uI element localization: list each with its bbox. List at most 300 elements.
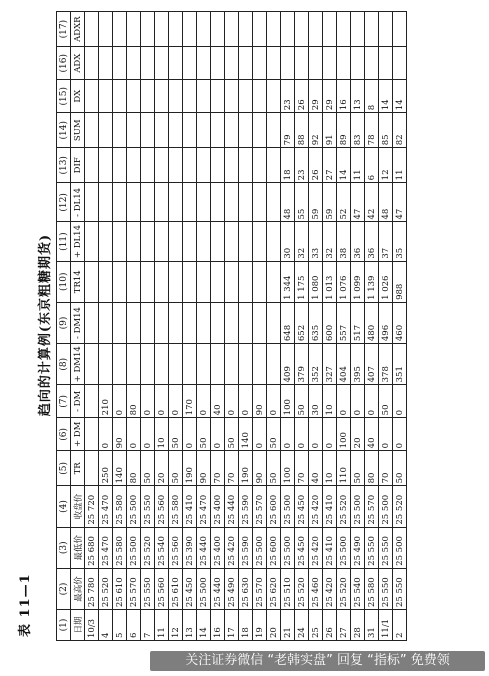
column-number: (17) <box>57 12 71 47</box>
table-cell: 10/3 <box>85 610 99 641</box>
table-cell: 1 080 <box>309 261 323 302</box>
table-cell: 10 <box>323 385 337 418</box>
table-cell: 26 <box>309 148 323 183</box>
table-row <box>141 12 155 641</box>
table-cell <box>169 222 183 261</box>
table-cell <box>295 12 309 47</box>
table-cell: 0 <box>99 418 113 451</box>
column-header: 收盘价 <box>71 486 85 527</box>
table-cell <box>113 222 127 261</box>
table-cell <box>141 47 155 80</box>
table-cell <box>85 47 99 80</box>
column-number: (2) <box>57 568 71 609</box>
column-number: (6) <box>57 418 71 451</box>
table-cell: 55 <box>295 183 309 222</box>
table-cell <box>253 222 267 261</box>
table-cell: 0 <box>309 418 323 451</box>
table-row <box>99 12 113 641</box>
table-cell: 30 <box>309 385 323 418</box>
table-cell <box>85 183 99 222</box>
table-cell: 50 <box>393 451 407 486</box>
table-cell <box>267 47 281 80</box>
table-cell: 25 520 <box>99 568 113 609</box>
table-cell <box>155 80 169 113</box>
table-cell: 988 <box>393 261 407 302</box>
table-cell <box>141 344 155 385</box>
table-cell <box>169 344 183 385</box>
table-cell <box>99 148 113 183</box>
table-cell <box>127 261 141 302</box>
table-cell <box>183 302 197 343</box>
table-cell <box>337 12 351 47</box>
table-cell <box>183 113 197 148</box>
table-row <box>351 12 365 641</box>
table-cell: 35 <box>393 222 407 261</box>
table-cell: 190 <box>183 451 197 486</box>
table-cell <box>169 12 183 47</box>
table-cell: 79 <box>281 113 295 148</box>
table-cell: 25 540 <box>155 527 169 568</box>
table-row <box>225 12 239 641</box>
table-cell: 11 <box>393 148 407 183</box>
table-cell: 0 <box>379 418 393 451</box>
table-cell <box>211 261 225 302</box>
table-cell: 24 <box>295 610 309 641</box>
table-cell <box>239 148 253 183</box>
table-cell <box>267 222 281 261</box>
table-cell: 25 520 <box>295 568 309 609</box>
table-cell: 40 <box>365 418 379 451</box>
column-number-row <box>57 12 71 641</box>
table-cell <box>239 47 253 80</box>
table-row <box>113 12 127 641</box>
table-cell: 210 <box>99 385 113 418</box>
column-number: (11) <box>57 222 71 261</box>
table-cell: 89 <box>337 113 351 148</box>
table-cell: 600 <box>323 302 337 343</box>
table-cell: 91 <box>323 113 337 148</box>
table-cell: 36 <box>365 222 379 261</box>
table-row <box>323 12 337 641</box>
table-caption: 表 11—1 <box>18 573 33 637</box>
table-cell <box>197 344 211 385</box>
table-cell: 50 <box>351 451 365 486</box>
table-cell <box>183 148 197 183</box>
table-row <box>85 12 99 641</box>
table-cell <box>253 47 267 80</box>
table-cell: 25 470 <box>99 527 113 568</box>
table-cell: 19 <box>253 610 267 641</box>
table-cell: 25 500 <box>351 486 365 527</box>
table-cell <box>169 47 183 80</box>
column-number: (9) <box>57 302 71 343</box>
table-cell: 557 <box>337 302 351 343</box>
table-cell: 0 <box>337 385 351 418</box>
table-cell: 50 <box>197 418 211 451</box>
table-cell <box>309 47 323 80</box>
table-cell: 50 <box>267 418 281 451</box>
table-cell <box>155 222 169 261</box>
table-cell: 25 410 <box>323 486 337 527</box>
table-cell <box>155 344 169 385</box>
table-cell: 18 <box>239 610 253 641</box>
column-header: DIF <box>71 148 85 183</box>
table-title: 趋向的计算例(东京粗糖期货) <box>38 233 53 417</box>
table-cell: 20 <box>267 610 281 641</box>
table-cell: 12 <box>379 148 393 183</box>
table-cell: 25 580 <box>169 486 183 527</box>
table-cell: 25 520 <box>141 527 155 568</box>
table-cell <box>183 12 197 47</box>
table-row <box>127 12 141 641</box>
table-cell: 0 <box>211 418 225 451</box>
table-cell <box>225 344 239 385</box>
table-cell <box>211 47 225 80</box>
table-cell <box>169 183 183 222</box>
table-cell <box>365 12 379 47</box>
table-cell <box>197 183 211 222</box>
table-cell <box>85 113 99 148</box>
table-cell: 31 <box>365 610 379 641</box>
table-cell: 378 <box>379 344 393 385</box>
table-cell: 80 <box>365 451 379 486</box>
column-number: (1) <box>57 610 71 641</box>
table-cell: 395 <box>351 344 365 385</box>
table-row <box>267 12 281 641</box>
table-cell: 25 <box>309 610 323 641</box>
column-header: - DM14 <box>71 302 85 343</box>
table-cell: 16 <box>211 610 225 641</box>
table-cell <box>99 12 113 47</box>
table-cell: 25 620 <box>267 568 281 609</box>
table-cell <box>211 344 225 385</box>
table-cell: 25 500 <box>197 568 211 609</box>
table-cell: 13 <box>183 610 197 641</box>
table-cell <box>225 12 239 47</box>
column-number: (7) <box>57 385 71 418</box>
table-cell <box>197 148 211 183</box>
table-cell: 140 <box>113 451 127 486</box>
table-cell: 40 <box>211 385 225 418</box>
table-cell: 50 <box>141 451 155 486</box>
table-cell <box>169 302 183 343</box>
table-row <box>309 12 323 641</box>
table-cell <box>239 183 253 222</box>
table-cell: 20 <box>155 451 169 486</box>
table-cell: 33 <box>309 222 323 261</box>
table-cell: 6 <box>127 610 141 641</box>
table-cell <box>183 183 197 222</box>
table-cell: 25 520 <box>393 486 407 527</box>
table-cell <box>267 80 281 113</box>
table-cell: 25 580 <box>113 527 127 568</box>
table-cell <box>99 344 113 385</box>
table-cell: 18 <box>281 148 295 183</box>
table-cell: 25 450 <box>295 527 309 568</box>
table-cell: 26 <box>323 610 337 641</box>
table-cell: 11 <box>351 148 365 183</box>
table-cell <box>253 183 267 222</box>
table-cell <box>379 12 393 47</box>
table-cell: 48 <box>379 183 393 222</box>
table-cell: 25 420 <box>323 568 337 609</box>
watermark-banner: 关注证券微信 “老韩实盘” 回复 “指标” 免费领 <box>150 651 485 671</box>
table-cell: 25 440 <box>211 568 225 609</box>
table-cell <box>169 261 183 302</box>
table-cell: 25 550 <box>379 568 393 609</box>
column-header: - DM <box>71 385 85 418</box>
table-cell <box>239 302 253 343</box>
table-cell: 25 500 <box>379 486 393 527</box>
table-cell: 36 <box>351 222 365 261</box>
table-cell: 25 550 <box>379 527 393 568</box>
table-cell <box>211 183 225 222</box>
table-cell <box>281 47 295 80</box>
table-cell: 25 410 <box>183 486 197 527</box>
table-cell <box>197 80 211 113</box>
table-cell <box>211 222 225 261</box>
table-cell <box>197 222 211 261</box>
table-cell <box>253 80 267 113</box>
table-cell: 10 <box>155 418 169 451</box>
table-row <box>197 12 211 641</box>
table-cell: 12 <box>169 610 183 641</box>
table-cell: 379 <box>295 344 309 385</box>
table-cell <box>337 47 351 80</box>
table-cell: 32 <box>323 222 337 261</box>
table-cell: 496 <box>379 302 393 343</box>
table-cell: 404 <box>337 344 351 385</box>
table-cell <box>141 222 155 261</box>
table-cell: 90 <box>253 385 267 418</box>
table-cell <box>169 80 183 113</box>
table-cell: 25 450 <box>183 568 197 609</box>
table-cell: 48 <box>281 183 295 222</box>
table-cell <box>113 12 127 47</box>
table-cell: 25 550 <box>141 486 155 527</box>
table-cell <box>99 113 113 148</box>
table-cell <box>365 47 379 80</box>
table-cell: 1 026 <box>379 261 393 302</box>
table-cell: 70 <box>379 451 393 486</box>
column-header: ADX <box>71 47 85 80</box>
table-row <box>379 12 393 641</box>
table-cell <box>85 302 99 343</box>
table-cell: 0 <box>127 418 141 451</box>
column-header: + DL14 <box>71 222 85 261</box>
table-cell <box>211 302 225 343</box>
table-cell <box>225 302 239 343</box>
table-cell <box>239 12 253 47</box>
table-row <box>239 12 253 641</box>
table-cell <box>127 80 141 113</box>
column-number: (5) <box>57 451 71 486</box>
table-cell: 25 570 <box>253 486 267 527</box>
table-cell <box>85 80 99 113</box>
table-cell <box>211 80 225 113</box>
table-cell: 47 <box>393 183 407 222</box>
table-cell <box>113 113 127 148</box>
table-cell <box>85 451 99 486</box>
table-cell: 17 <box>225 610 239 641</box>
table-cell: 25 440 <box>197 527 211 568</box>
table-cell: 29 <box>323 80 337 113</box>
table-cell: 652 <box>295 302 309 343</box>
table-cell: 85 <box>379 113 393 148</box>
table-cell: 14 <box>197 610 211 641</box>
table-cell <box>197 47 211 80</box>
table-cell: 59 <box>323 183 337 222</box>
table-cell: 21 <box>281 610 295 641</box>
table-cell: 25 400 <box>211 527 225 568</box>
table-cell: 351 <box>393 344 407 385</box>
table-cell <box>113 47 127 80</box>
table-cell <box>197 12 211 47</box>
table-cell <box>239 344 253 385</box>
table-cell: 25 510 <box>281 568 295 609</box>
table-cell: 25 570 <box>365 486 379 527</box>
table-cell: 90 <box>253 451 267 486</box>
table-cell: 0 <box>141 385 155 418</box>
table-cell <box>183 344 197 385</box>
table-cell <box>225 80 239 113</box>
table-cell: 648 <box>281 302 295 343</box>
table-cell: 2 <box>393 610 407 641</box>
table-cell <box>295 47 309 80</box>
column-header: DX <box>71 80 85 113</box>
table-cell <box>267 302 281 343</box>
table-row <box>155 12 169 641</box>
table-cell <box>113 302 127 343</box>
table-cell: 90 <box>197 451 211 486</box>
table-cell <box>155 183 169 222</box>
table-cell: 16 <box>337 80 351 113</box>
column-number: (10) <box>57 261 71 302</box>
table-cell <box>155 261 169 302</box>
rotated-page <box>12 5 452 645</box>
table-cell <box>127 302 141 343</box>
table-cell: 10 <box>323 451 337 486</box>
table-cell: 0 <box>183 418 197 451</box>
table-cell <box>85 12 99 47</box>
table-cell: 5 <box>113 610 127 641</box>
table-cell: 1 139 <box>365 261 379 302</box>
table-cell: 38 <box>337 222 351 261</box>
column-header: - DL14 <box>71 183 85 222</box>
table-cell: 0 <box>323 418 337 451</box>
table-cell <box>323 12 337 47</box>
table-cell <box>267 261 281 302</box>
column-number: (13) <box>57 148 71 183</box>
table-cell <box>155 47 169 80</box>
table-cell <box>141 183 155 222</box>
table-cell <box>183 47 197 80</box>
table-cell: 70 <box>225 451 239 486</box>
table-cell <box>239 261 253 302</box>
table-cell <box>99 80 113 113</box>
table-cell <box>225 183 239 222</box>
table-cell: 25 680 <box>85 527 99 568</box>
table-cell: 50 <box>295 385 309 418</box>
table-cell: 42 <box>365 183 379 222</box>
table-cell: 50 <box>169 451 183 486</box>
table-cell <box>379 47 393 80</box>
table-cell: 110 <box>337 451 351 486</box>
table-cell: 92 <box>309 113 323 148</box>
table-cell <box>281 12 295 47</box>
table-cell <box>253 148 267 183</box>
table-cell: 25 470 <box>99 486 113 527</box>
table-cell <box>267 148 281 183</box>
table-cell: 59 <box>309 183 323 222</box>
table-cell: 0 <box>141 418 155 451</box>
column-header: + DM <box>71 418 85 451</box>
table-cell: 25 390 <box>183 527 197 568</box>
table-cell <box>211 12 225 47</box>
table-cell <box>267 12 281 47</box>
table-cell: 6 <box>365 148 379 183</box>
column-number: (4) <box>57 486 71 527</box>
table-cell: 25 580 <box>113 486 127 527</box>
table-cell: 14 <box>393 80 407 113</box>
table-cell <box>323 47 337 80</box>
column-header: TR <box>71 451 85 486</box>
column-number: (8) <box>57 344 71 385</box>
table-cell <box>225 148 239 183</box>
column-header: + DM14 <box>71 344 85 385</box>
table-cell: 1 099 <box>351 261 365 302</box>
table-cell: 0 <box>267 385 281 418</box>
table-cell: 1 013 <box>323 261 337 302</box>
table-cell: 25 590 <box>239 486 253 527</box>
table-cell <box>113 80 127 113</box>
table-cell <box>183 261 197 302</box>
table-cell <box>85 418 99 451</box>
table-cell: 14 <box>379 80 393 113</box>
table-cell: 47 <box>351 183 365 222</box>
table-cell: 40 <box>309 451 323 486</box>
table-cell: 23 <box>295 148 309 183</box>
table-cell <box>85 222 99 261</box>
table-cell: 0 <box>365 385 379 418</box>
table-cell <box>127 222 141 261</box>
table-cell: 25 630 <box>239 568 253 609</box>
table-cell: 25 420 <box>309 486 323 527</box>
table-cell <box>225 261 239 302</box>
table-cell: 80 <box>127 385 141 418</box>
table-cell: 480 <box>365 302 379 343</box>
table-cell: 29 <box>309 80 323 113</box>
table-cell: 0 <box>393 385 407 418</box>
table-cell <box>197 113 211 148</box>
table-cell <box>99 47 113 80</box>
column-header: TR14 <box>71 261 85 302</box>
table-row <box>211 12 225 641</box>
column-number: (14) <box>57 113 71 148</box>
table-row <box>337 12 351 641</box>
table-cell <box>141 148 155 183</box>
table-cell <box>141 302 155 343</box>
table-cell: 0 <box>239 385 253 418</box>
table-cell: 1 175 <box>295 261 309 302</box>
table-cell <box>85 261 99 302</box>
table-cell: 0 <box>225 385 239 418</box>
table-cell: 0 <box>351 385 365 418</box>
table-cell <box>253 302 267 343</box>
table-cell <box>197 302 211 343</box>
table-cell: 25 500 <box>337 527 351 568</box>
calculation-table <box>56 11 407 641</box>
